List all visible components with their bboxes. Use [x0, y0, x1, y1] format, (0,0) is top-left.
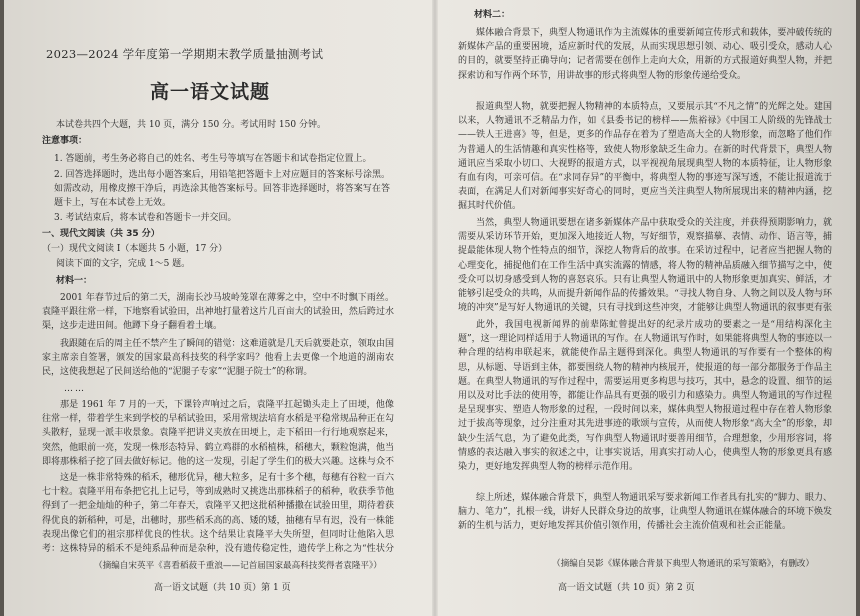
material-2-label: 材料二：: [474, 10, 511, 20]
material-1-paragraph-3: 那是 1961 年 7 月的一天，下课铃声响过之后，袁隆平扛起锄头走上了田埂，他像往常一样，带着学生来到学校的早稻试验田，采用常规法培育水稻是平稳常规品种正在勾头散籽，显现一派丰收景象。袁隆平把讲义夹放在田埂上，走下稻田一行行地观察起来，突然，他眼前一亮，发现一株形态特异、鹤立鸡群的水稻植株，稻穗大，颗粒饱满，他当即将那株稻子挖了回去做好标记。他的这一发现，引起了学生们的极大兴趣。这株与众不: [42, 400, 394, 467]
notice-heading: 注意事项：: [42, 136, 88, 146]
page-2: [440, 0, 856, 616]
page-1-footer: 高一语文试题（共 10 页）第 1 页: [154, 583, 291, 593]
section-1-heading: 一、现代文阅读（共 35 分）: [42, 229, 160, 239]
subsection-1-heading: （一）现代文阅读 Ⅰ（本题共 5 小题，17 分）: [42, 244, 228, 254]
reading-instruction: 阅读下面的文字，完成 1～5 题。: [56, 259, 191, 269]
exam-name: 2023—2024 学年度第一学期期末教学质量抽测考试: [46, 48, 324, 61]
material-1-paragraph-2: 我跟随在后的周主任不禁产生了瞬间的错觉：这难道就是几天后就要赴京，领取由国家主席亲自签署，颁发的国家最高科技奖的科学家吗？他看上去更像一个地道的湖南农民，这使我想起了民间送给他的“泥腿子专家”“泥腿子院士”的称谓。: [42, 339, 394, 378]
material-1-paragraph-1: 2001 年春节过后的第二天，湖南长沙马坡岭笼罩在薄雾之中，空中不时飘下雨丝。袁隆平跟往常一样，下地察看试验田，出神地打量着这片几百亩大的试验田，然后跨过水渠，这步走进田间。他蹲下身子翻看着土壤。: [42, 293, 394, 332]
material-1-label: 材料一：: [56, 276, 93, 286]
material-2-paragraph-5: 综上所述，媒体融合背景下，典型人物通讯采写要求新闻工作者具有扎实的“脚力、眼力、脑力、笔力”，扎根一线，讲好人民群众身边的故事，让典型人物通讯在媒体融合的环境下焕发新的生机与活力，更好地发挥其价值引领作用，传播社会主流价值观和社会正能量。: [458, 493, 832, 532]
notice-2: 2. 回答选择题时，选出每小题答案后，用铅笔把答题卡上对应题目的答案标号涂黑。如需改动，用橡皮擦干净后，再选涂其他答案标号。回答非选择题时，将答案写在答题卡上，写在本试卷上无效。: [54, 170, 390, 209]
page-fold: [432, 0, 438, 616]
material-1-paragraph-4: 这是一株非常特殊的稻禾，穗形优异，穗大粒多，足有十多个穗，每穗有谷粒一百六七十粒。袁隆平用布条把它扎上记号，等到成熟时又挑选出那株稻子的稻种，收获季节他得到了一把金灿灿的种子，第二年春天，袁隆平又把这批稻种播撒在试验田里，期待着获得优良的新稻种，可是，出穗时，那些稻禾高的高、矮的矮，抽穗有早有迟，没有一株能表现出像它们的祖宗那样优良的性状。这个结果让袁隆平大失所望，但同时让他陷入思考：这株特异的稻禾不是纯系品种而是杂种，没有遗传稳定性，遗传学上称之为“性状分: [42, 473, 394, 555]
page-2-footer: 高一语文试题（共 10 页）第 2 页: [558, 583, 695, 593]
paper-title: 高一语文试题: [150, 81, 271, 103]
page-1: [4, 0, 432, 616]
material-2-paragraph-1: 媒体融合背景下，典型人物通讯作为主流媒体的重要新闻宣传形式和载体，要冲破传统的新媒体产品的重要困境，适应新时代的发展，从而实现思想引领、动心、吸引受众，感动人心的目的，就要坚持正确导向；记者需要在创作上走向大众，用新的方式报道好典型人物，并把探索访和写作两个环节，用讲故事的形式将典型人物的形象传递给受众。: [458, 28, 832, 81]
material-2-paragraph-2: 报道典型人物，就要把握人物精神的本质特点，又要展示其“不凡之情”的光辉之处。建国以来，人物通讯不乏精品力作，如《县委书记的榜样——焦裕禄》《中国工人阶级的先锋战士——铁人王进喜》等，但是，更多的作品存在着为了塑造高大全的人物形象，而忽略了他们作为普通人的生活情趣和真实性格等，致使人物形象缺乏生命力。在新的时代背景下，典型人物通讯应当采取小切口、大视野的报道方式，以平视视角展现典型人物的本质特征，让人物形象有血有肉，可亲可信。在“求同存异”的平衡中，将典型人物的事迹写深写透，不能让报道流于表面，在满足人们对新闻事实好奇心的同时，更应当关注典型人物所展现出来的精神内涵，挖掘其时代价值。: [458, 102, 832, 212]
notice-3: 3. 考试结束后，将本试卷和答题卡一并交回。: [54, 213, 237, 223]
exam-sheet: [4, 0, 856, 616]
paper-intro: 本试卷共四个大题，共 10 页，满分 150 分。考试用时 150 分钟。: [56, 120, 326, 130]
material-2-source: （摘编自吴影《媒体融合背景下典型人物通讯的采写策略》，有删改）: [552, 559, 815, 569]
omission-ellipsis: ……: [64, 384, 86, 394]
notice-1: 1. 答题前，考生务必将自己的姓名、考生号等填写在答题卡和试卷指定位置上。: [54, 154, 372, 164]
material-1-source: （摘编自宋英平《喜看稻菽千重浪——记首届国家最高科技奖得者袁隆平》）: [94, 561, 382, 571]
material-2-paragraph-4: 此外，我国电视新闻界的前辈陈虻曾提出好的纪录片成功的要素之一是“用结构深化主题”，这一理论同样适用于人物通讯的写作。在人物通讯写作时，如果能将典型人物的事迹以一种合理的结构串联起来，就能使作品主题得到深化。典型人物通讯的写作要有一个整体的构思，从标题、导语到主体，都要围绕人物的精神内核展开，使报道的每一部分都服务于作品主题。在典型人物通讯的写作过程中，需要运用更多构思与技巧，其中，悬念的设置、细节的运用以及对比手法的使用等，都能让作品具有更强的吸引力和感染力。典型人物通讯的写作过程是呈现事实、塑造人物形象的过程，一段时间以来，媒体典型人物报道过程中存在着人物形象过于拔高等现象，过分注重对其先进事迹的歌颂与宣传，从而使人物形象“高大全”的形象，却缺少生活气息，为了避免此类，写作典型人物通讯时要善用细节，合理想象，少用形容词，将情感的表达融入事实的叙述之中，让事实说话，用真实打动人心，使典型人物的形象更具有感染力，更好地发挥典型人物的榜样示范作用。: [458, 320, 832, 473]
material-2-paragraph-3: 当然，典型人物通讯要想在诸多新媒体产品中获取受众的关注度，并获得预期影响力，就需要从采访环节开始，更加深入地接近人物，写好细节，观察描摹、表情、动作、语言等，捕捉最能体现人物个性特点的细节，深挖人物背后的故事。在采访过程中，记者应当把握人物的心理变化，捕捉他们在工作生活中真实流露的情感，将人物的精神品质融入细节描写之中，使受众可以切身感受到人物的喜怒哀乐。只有让典型人物通讯中的人物形象更加真实、鲜活，才能够引起受众的共鸣，从而提升新闻作品的传播效果。“寻找人物自身、人物之间以及人物与环境的冲突”是写好人物通讯的关键，只有寻找到这些冲突，才能够让典型人物通讯的叙事更有张: [458, 218, 832, 314]
